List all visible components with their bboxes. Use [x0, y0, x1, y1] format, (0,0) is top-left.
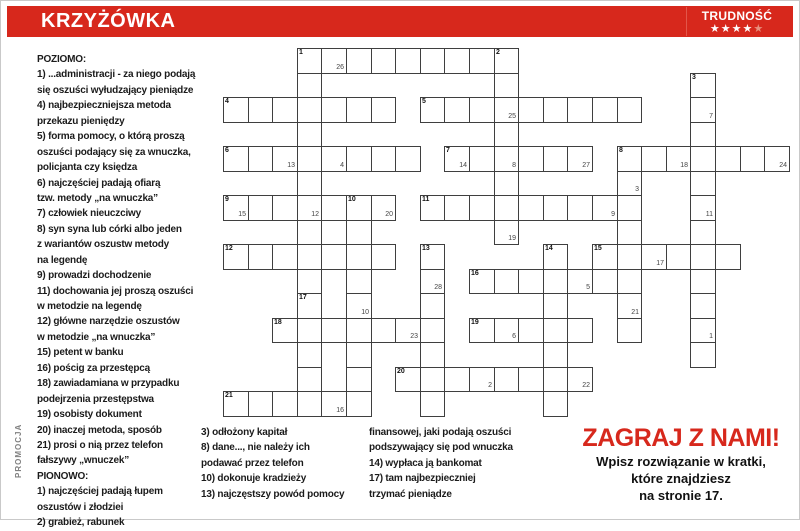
cta-title: ZAGRAJ Z NAMI! — [582, 424, 780, 452]
crossword-cell[interactable] — [297, 171, 322, 196]
crossword-cell[interactable] — [567, 269, 593, 294]
crossword-cell[interactable] — [272, 146, 298, 172]
crossword-cell[interactable] — [248, 195, 273, 221]
clue-number: 9 — [225, 196, 229, 203]
crossword-cell[interactable] — [248, 391, 273, 417]
crossword-cell[interactable] — [690, 146, 716, 172]
star-icon: ★ — [731, 23, 743, 35]
crossword-cell[interactable] — [346, 48, 372, 74]
crossword-cell[interactable] — [297, 195, 322, 221]
crossword-cell[interactable] — [567, 195, 593, 221]
difficulty-box — [686, 7, 787, 36]
crossword-cell[interactable] — [543, 146, 568, 172]
crossword-cell[interactable] — [420, 244, 445, 270]
crossword-cell[interactable] — [297, 342, 322, 368]
crossword-cell[interactable] — [248, 97, 273, 123]
crossword-cell[interactable] — [543, 195, 568, 221]
text-line: 15) petent w banku — [37, 347, 124, 359]
text-line: 4) najbezpieczniejsza metoda — [37, 100, 171, 112]
crossword-cell[interactable] — [248, 244, 273, 270]
text-line: podawać przez telefon — [201, 457, 304, 469]
crossword-cell[interactable] — [223, 195, 249, 221]
text-line: Wpisz rozwiązanie w kratki, — [596, 454, 766, 469]
crossword-cell[interactable] — [592, 97, 618, 123]
crossword-cell[interactable] — [469, 318, 495, 343]
crossword-cell[interactable] — [371, 195, 396, 221]
crossword-cell[interactable] — [567, 97, 593, 123]
crossword-cell[interactable] — [420, 342, 445, 368]
text-line: 1) najczęściej padają łupem — [37, 486, 163, 498]
crossword-cell[interactable] — [444, 195, 470, 221]
solution-cell-number: 9 — [611, 211, 615, 218]
text-line: trzymać pieniądze — [369, 488, 452, 500]
promo-vertical-label: PROMOCJA — [14, 423, 23, 478]
text-line: oszuści podający się za wnuczka, — [37, 146, 191, 158]
crossword-cell[interactable] — [297, 146, 322, 172]
clue-number: 2 — [496, 49, 500, 56]
crossword-cell[interactable] — [469, 97, 495, 123]
text-line: podejrzenia przestępstwa — [37, 393, 154, 405]
solution-cell-number: 21 — [631, 309, 639, 316]
crossword-cell[interactable] — [617, 171, 642, 196]
crossword-cell[interactable] — [469, 195, 495, 221]
crossword-cell[interactable] — [543, 244, 568, 270]
crossword-cell[interactable] — [223, 391, 249, 417]
crossword-cell[interactable] — [395, 318, 421, 343]
clue-number: 4 — [225, 98, 229, 105]
text-line: oszustów i złodziei — [37, 501, 124, 513]
clue-number: 18 — [274, 319, 282, 326]
text-line: tzw. metody „na wnuczka” — [37, 192, 158, 204]
crossword-cell[interactable] — [690, 122, 716, 147]
crossword-cell[interactable] — [518, 97, 544, 123]
crossword-cell[interactable] — [469, 269, 495, 294]
clues-bottom-column-2 — [201, 425, 371, 502]
crossword-cell[interactable] — [592, 244, 618, 270]
crossword-cell[interactable] — [518, 367, 544, 392]
crossword-cell[interactable] — [617, 293, 642, 319]
solution-cell-number: 4 — [340, 162, 344, 169]
crossword-cell[interactable] — [617, 146, 642, 172]
solution-cell-number: 23 — [410, 333, 418, 340]
crossword-cell[interactable] — [272, 318, 298, 343]
solution-cell-number: 19 — [508, 235, 516, 242]
solution-cell-number: 26 — [336, 64, 344, 71]
crossword-cell[interactable] — [617, 318, 642, 343]
crossword-cell[interactable] — [346, 220, 372, 245]
clue-number: 14 — [545, 245, 553, 252]
crossword-cell[interactable] — [395, 367, 421, 392]
crossword-cell[interactable] — [494, 48, 519, 74]
clue-number: 6 — [225, 147, 229, 154]
crossword-cell[interactable] — [592, 269, 618, 294]
crossword-cell[interactable] — [494, 97, 519, 123]
crossword-cell[interactable] — [420, 97, 445, 123]
crossword-cell[interactable] — [690, 171, 716, 196]
solution-cell-number: 12 — [311, 211, 319, 218]
crossword-cell[interactable] — [346, 146, 372, 172]
crossword-cell[interactable] — [371, 97, 396, 123]
crossword-cell[interactable] — [494, 269, 519, 294]
solution-cell-number: 7 — [709, 113, 713, 120]
solution-cell-number: 6 — [512, 333, 516, 340]
solution-cell-number: 22 — [582, 382, 590, 389]
crossword-cell[interactable] — [494, 122, 519, 147]
text-line: 8) syn syna lub córki albo jeden — [37, 223, 182, 235]
crossword-cell[interactable] — [248, 146, 273, 172]
star-icon: ★ — [709, 23, 721, 35]
crossword-cell[interactable] — [543, 391, 568, 417]
crossword-cell[interactable] — [567, 367, 593, 392]
clues-bottom-column-3 — [369, 425, 569, 502]
crossword-cell[interactable] — [543, 97, 568, 123]
crossword-cell[interactable] — [420, 293, 445, 319]
page-title: KRZYŻÓWKA — [41, 10, 176, 32]
crossword-cell[interactable] — [666, 146, 691, 172]
text-line: 8) dane..., nie należy ich — [201, 442, 310, 454]
solution-cell-number: 1 — [709, 333, 713, 340]
crossword-cell[interactable] — [690, 244, 716, 270]
crossword-cell[interactable] — [346, 367, 372, 392]
crossword-cell[interactable] — [420, 391, 445, 417]
crossword-cell[interactable] — [592, 195, 618, 221]
crossword-cell[interactable] — [420, 269, 445, 294]
solution-cell-number: 2 — [488, 382, 492, 389]
crossword-cell[interactable] — [321, 48, 347, 74]
crossword-cell[interactable] — [444, 146, 470, 172]
clues-left-column — [37, 52, 222, 531]
crossword-cell[interactable] — [715, 244, 741, 270]
solution-cell-number: 20 — [385, 211, 393, 218]
crossword-cell[interactable] — [543, 293, 568, 319]
crossword-cell[interactable] — [518, 146, 544, 172]
solution-cell-number: 15 — [238, 211, 246, 218]
crossword-cell[interactable] — [617, 244, 642, 270]
text-line: 19) osobisty dokument — [37, 409, 142, 421]
crossword-cell[interactable] — [371, 318, 396, 343]
crossword-cell[interactable] — [297, 318, 322, 343]
text-line: z wariantów oszustw metody — [37, 239, 170, 251]
crossword-cell[interactable] — [690, 220, 716, 245]
crossword-cell[interactable] — [223, 146, 249, 172]
crossword-cell[interactable] — [666, 244, 691, 270]
crossword-cell[interactable] — [690, 318, 716, 343]
cta-lines — [563, 453, 799, 504]
crossword-cell[interactable] — [494, 73, 519, 98]
text-line: podszywający się pod wnuczka — [369, 442, 513, 454]
crossword-cell[interactable] — [641, 146, 667, 172]
crossword-cell[interactable] — [420, 48, 445, 74]
text-line: 7) człowiek nieuczciwy — [37, 208, 141, 220]
crossword-cell[interactable] — [297, 122, 322, 147]
text-line: 11) dochowania jej proszą oszuści — [37, 285, 194, 297]
crossword-cell[interactable] — [494, 367, 519, 392]
crossword-cell[interactable] — [567, 318, 593, 343]
text-line: się oszuści wyłudzający pieniądze — [37, 84, 194, 96]
crossword-cell[interactable] — [617, 97, 642, 123]
star-icon: ★ — [742, 23, 754, 35]
text-line: w metodzie „na wnuczka” — [37, 331, 156, 343]
text-line: 14) wypłaca ją bankomat — [369, 457, 482, 469]
solution-cell-number: 3 — [635, 186, 639, 193]
crossword-cell[interactable] — [469, 367, 495, 392]
crossword-cell[interactable] — [518, 195, 544, 221]
crossword-cell[interactable] — [321, 391, 347, 417]
crossword-cell[interactable] — [494, 146, 519, 172]
difficulty-label: TRUDNOŚĆ — [701, 9, 773, 23]
crossword-cell[interactable] — [297, 293, 322, 319]
clue-number: 5 — [422, 98, 426, 105]
text-line: 9) prowadzi dochodzenie — [37, 270, 152, 282]
text-line: POZIOMO: — [37, 54, 86, 65]
crossword-cell[interactable] — [690, 97, 716, 123]
crossword-cell[interactable] — [690, 73, 716, 98]
crossword-cell[interactable] — [469, 48, 495, 74]
text-line: w metodzie na legendę — [37, 301, 142, 312]
crossword-cell[interactable] — [543, 342, 568, 368]
text-line: na legendę — [37, 254, 88, 266]
crossword-cell[interactable] — [297, 48, 322, 74]
crossword-cell[interactable] — [444, 48, 470, 74]
crossword-cell[interactable] — [321, 195, 347, 221]
crossword-cell[interactable] — [690, 269, 716, 294]
text-line: policjanta czy księdza — [37, 162, 138, 174]
text-line: 1) ...administracji - za niego podają — [37, 69, 196, 81]
crossword-cell[interactable] — [223, 244, 249, 270]
crossword-cell[interactable] — [641, 244, 667, 270]
crossword-cell[interactable] — [444, 367, 470, 392]
crossword-cell[interactable] — [297, 244, 322, 270]
crossword-cell[interactable] — [518, 318, 544, 343]
clue-number: 11 — [422, 196, 430, 203]
crossword-cell[interactable] — [690, 342, 716, 368]
crossword-grid — [223, 48, 793, 418]
crossword-cell[interactable] — [494, 171, 519, 196]
clue-number: 17 — [299, 294, 307, 301]
solution-cell-number: 13 — [287, 162, 295, 169]
text-line: fałszywy „wnuczek” — [37, 455, 129, 467]
crossword-cell[interactable] — [420, 367, 445, 392]
crossword-cell[interactable] — [690, 293, 716, 319]
crossword-cell[interactable] — [518, 269, 544, 294]
clue-number: 7 — [446, 147, 450, 154]
crossword-cell[interactable] — [764, 146, 790, 172]
crossword-cell[interactable] — [567, 146, 593, 172]
clue-number: 3 — [692, 74, 696, 81]
crossword-cell[interactable] — [715, 146, 741, 172]
crossword-cell[interactable] — [297, 220, 322, 245]
text-line: 16) pościg za przestępcą — [37, 362, 151, 374]
crossword-cell[interactable] — [690, 195, 716, 221]
solution-cell-number: 25 — [508, 113, 516, 120]
crossword-cell[interactable] — [272, 97, 298, 123]
crossword-cell[interactable] — [297, 391, 322, 417]
crossword-cell[interactable] — [371, 146, 396, 172]
clue-number: 15 — [594, 245, 602, 252]
clue-number: 10 — [348, 196, 356, 203]
solution-cell-number: 11 — [705, 211, 713, 218]
clue-number: 20 — [397, 368, 405, 375]
crossword-cell[interactable] — [444, 97, 470, 123]
solution-cell-number: 10 — [361, 309, 369, 316]
clue-number: 13 — [422, 245, 430, 252]
crossword-cell[interactable] — [371, 48, 396, 74]
solution-cell-number: 24 — [779, 162, 787, 169]
crossword-cell[interactable] — [346, 244, 372, 270]
header-banner — [7, 6, 793, 37]
crossword-cell[interactable] — [346, 391, 372, 417]
crossword-cell[interactable] — [346, 342, 372, 368]
text-line: 2) grabież, rabunek — [37, 517, 125, 529]
solution-cell-number: 5 — [586, 284, 590, 291]
crossword-cell[interactable] — [617, 195, 642, 221]
crossword-cell[interactable] — [395, 48, 421, 74]
solution-cell-number: 17 — [656, 260, 664, 267]
crossword-cell[interactable] — [297, 73, 322, 98]
text-line: które znajdziesz — [631, 471, 731, 486]
star-icon: ★ — [753, 23, 765, 35]
solution-cell-number: 18 — [680, 162, 688, 169]
clue-number: 16 — [471, 270, 479, 277]
text-line: 13) najczęstszy powód pomocy — [201, 488, 345, 500]
crossword-cell[interactable] — [272, 195, 298, 221]
solution-cell-number: 8 — [512, 162, 516, 169]
crossword-cell[interactable] — [543, 318, 568, 343]
crossword-cell[interactable] — [617, 269, 642, 294]
crossword-cell[interactable] — [346, 269, 372, 294]
crossword-cell[interactable] — [346, 318, 372, 343]
crossword-cell[interactable] — [420, 318, 445, 343]
crossword-cell[interactable] — [469, 146, 495, 172]
star-icon: ★ — [720, 23, 732, 35]
crossword-cell[interactable] — [272, 391, 298, 417]
crossword-cell[interactable] — [371, 244, 396, 270]
crossword-cell[interactable] — [321, 318, 347, 343]
crossword-cell[interactable] — [321, 97, 347, 123]
text-line: 20) inaczej metoda, sposób — [37, 424, 162, 436]
crossword-cell[interactable] — [494, 195, 519, 221]
crossword-cell[interactable] — [297, 97, 322, 123]
solution-cell-number: 28 — [434, 284, 442, 291]
crossword-cell[interactable] — [297, 269, 322, 294]
crossword-cell[interactable] — [346, 293, 372, 319]
solution-cell-number: 14 — [459, 162, 467, 169]
crossword-cell[interactable] — [420, 195, 445, 221]
clue-number: 1 — [299, 49, 303, 56]
text-line: 3) odłożony kapitał — [201, 427, 288, 438]
crossword-cell[interactable] — [346, 97, 372, 123]
clue-number: 12 — [225, 245, 233, 252]
crossword-cell[interactable] — [272, 244, 298, 270]
crossword-cell[interactable] — [617, 220, 642, 245]
crossword-cell[interactable] — [740, 146, 765, 172]
crossword-cell[interactable] — [297, 367, 322, 392]
text-line: 21) prosi o nią przez telefon — [37, 439, 163, 451]
text-line: finansowej, jaki podają oszuści — [369, 427, 512, 438]
call-to-action — [563, 423, 799, 504]
crossword-cell[interactable] — [543, 367, 568, 392]
crossword-cell[interactable] — [543, 269, 568, 294]
text-line: na stronie 17. — [639, 488, 723, 503]
crossword-cell[interactable] — [223, 97, 249, 123]
difficulty-stars — [687, 23, 787, 35]
clue-number: 19 — [471, 319, 479, 326]
clue-number: 21 — [225, 392, 233, 399]
text-line: 5) forma pomocy, o którą proszą — [37, 131, 185, 143]
text-line: PIONOWO: — [37, 470, 89, 482]
text-line: 12) główne narzędzie oszustów — [37, 316, 180, 328]
crossword-cell[interactable] — [321, 244, 347, 270]
crossword-cell[interactable] — [346, 195, 372, 221]
clue-number: 8 — [619, 147, 623, 154]
text-line: przekazu pieniędzy — [37, 115, 125, 127]
crossword-cell[interactable] — [321, 146, 347, 172]
text-line: 17) tam najbezpieczniej — [369, 473, 476, 485]
crossword-cell[interactable] — [494, 220, 519, 245]
crossword-cell[interactable] — [494, 318, 519, 343]
text-line: 18) zawiadamiana w przypadku — [37, 378, 180, 390]
solution-cell-number: 27 — [582, 162, 590, 169]
text-line: 10) dokonuje kradzieży — [201, 473, 307, 485]
text-line: 6) najczęściej padają ofiarą — [37, 177, 161, 189]
crossword-cell[interactable] — [395, 146, 421, 172]
solution-cell-number: 16 — [336, 407, 344, 414]
